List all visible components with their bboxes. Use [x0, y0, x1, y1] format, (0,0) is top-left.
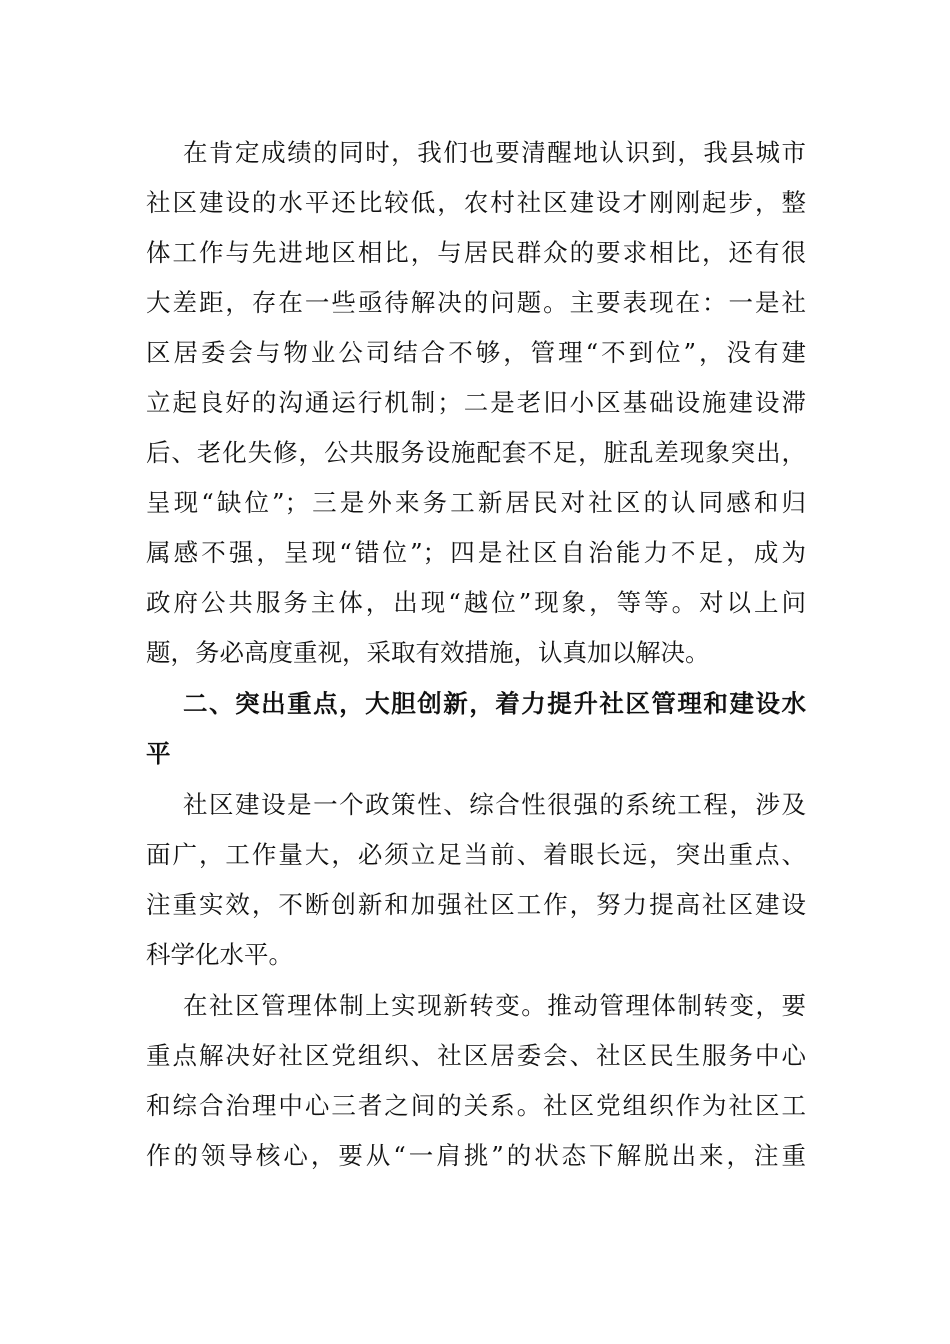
text-line: 注重实效，不断创新和加强社区工作，努力提高社区建设 [146, 890, 806, 919]
heading-line: 平 [146, 739, 171, 768]
heading-line: 二、突出重点，大胆创新，着力提升社区管理和建设水 [183, 689, 806, 718]
document-page [146, 128, 806, 1181]
text-line: 政府公共服务主体，出现“越位”现象，等等。对以上问 [146, 588, 806, 617]
text-line: 呈现“缺位”；三是外来务工新居民对社区的认同感和归 [146, 488, 806, 517]
text-line: 科学化水平。 [146, 940, 293, 969]
section-heading [146, 679, 806, 779]
text-line: 后、老化失修，公共服务设施配套不足，脏乱差现象突出， [146, 438, 806, 467]
text-line: 重点解决好社区党组织、社区居委会、社区民生服务中心 [146, 1041, 806, 1070]
text-line: 体工作与先进地区相比，与居民群众的要求相比，还有很 [146, 238, 806, 267]
paragraph-management [146, 981, 806, 1181]
text-line: 立起良好的沟通运行机制；二是老旧小区基础设施建设滞 [146, 388, 806, 417]
text-line: 题，务必高度重视，采取有效措施，认真加以解决。 [146, 638, 710, 667]
text-line: 和综合治理中心三者之间的关系。社区党组织作为社区工 [146, 1091, 806, 1120]
text-line: 属感不强，呈现“错位”；四是社区自治能力不足，成为 [146, 538, 806, 567]
text-line: 作的领导核心，要从“一肩挑”的状态下解脱出来，注重 [146, 1141, 806, 1170]
text-line: 面广，工作量大，必须立足当前、着眼长远，突出重点、 [146, 840, 806, 869]
text-line: 社区建设是一个政策性、综合性很强的系统工程，涉及 [183, 790, 806, 819]
text-line: 社区建设的水平还比较低，农村社区建设才刚刚起步，整 [146, 188, 806, 217]
text-line: 区居委会与物业公司结合不够，管理“不到位”，没有建 [146, 338, 806, 367]
paragraph-problems [146, 128, 806, 678]
paragraph-intro [146, 780, 806, 980]
text-line: 大差距，存在一些亟待解决的问题。主要表现在：一是社 [146, 288, 806, 317]
text-line: 在社区管理体制上实现新转变。推动管理体制转变，要 [183, 991, 806, 1020]
text-line: 在肯定成绩的同时，我们也要清醒地认识到，我县城市 [183, 138, 806, 167]
